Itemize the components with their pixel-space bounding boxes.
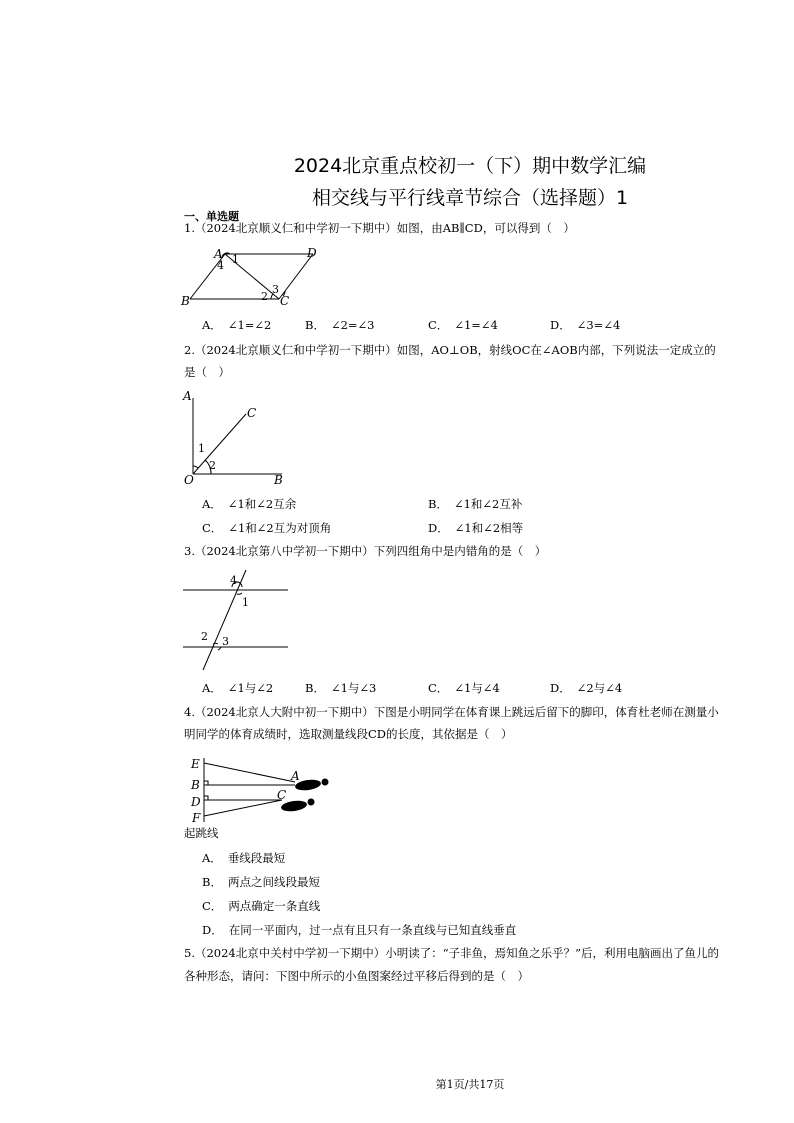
q2-option-b[interactable]: B． ∠1和∠2互补 bbox=[428, 497, 523, 511]
q1-angle-2: 2 bbox=[261, 290, 268, 303]
q3-stem: 3.（2024北京第八中学初一下期中）下列四组角中是内错角的是（ ） bbox=[184, 544, 547, 558]
q1-label-a: A bbox=[214, 247, 223, 261]
q1-angle-3: 3 bbox=[272, 283, 279, 296]
q4-label-f: F bbox=[192, 811, 201, 825]
q4-footprint-icons bbox=[280, 778, 328, 813]
q4-option-a[interactable]: A． 垂线段最短 bbox=[202, 851, 286, 865]
q2-label-b: B bbox=[274, 473, 283, 484]
q1-option-d[interactable]: D． ∠3=∠4 bbox=[550, 318, 621, 332]
q4-line-fc bbox=[204, 800, 282, 816]
q4-label-d: D bbox=[191, 795, 201, 809]
q2-stem-line2: 是（ ） bbox=[184, 365, 230, 379]
q3-angle-3: 3 bbox=[222, 635, 229, 648]
q4-stem-line1: 4.（2024北京人大附中初一下期中）下图是小明同学在体育课上跳远后留下的脚印，体育杜老师在测量小 bbox=[184, 705, 719, 719]
doc-title-line2: 相交线与平行线章节综合（选择题）1 bbox=[311, 187, 629, 209]
q1-option-c[interactable]: C． ∠1=∠4 bbox=[428, 318, 498, 332]
q1-angle-4: 4 bbox=[217, 259, 224, 272]
q5-stem-line2: 各种形态，请问：下图中所示的小鱼图案经过平移后得到的是（ ） bbox=[184, 969, 529, 983]
q1-label-c: C bbox=[280, 294, 290, 308]
q2-option-c[interactable]: C． ∠1和∠2互为对顶角 bbox=[202, 521, 332, 535]
q1-label-b: B bbox=[181, 294, 190, 308]
q4-label-c: C bbox=[277, 788, 287, 802]
q1-stem: 1.（2024北京顺义仁和中学初一下期中）如图，由AB∥CD，可以得到（ ） bbox=[184, 221, 575, 235]
page-number: 第1页/共17页 bbox=[435, 1078, 505, 1091]
q4-line-ea bbox=[204, 763, 295, 782]
q3-option-a[interactable]: A． ∠1与∠2 bbox=[202, 681, 274, 695]
q3-option-c[interactable]: C． ∠1与∠4 bbox=[428, 681, 500, 695]
q1-label-d: D bbox=[307, 246, 317, 260]
q4-label-a: A bbox=[291, 769, 300, 783]
q2-angle-2: 2 bbox=[209, 459, 216, 472]
q3-transversal bbox=[203, 570, 246, 670]
q4-stem-line2: 明同学的体育成绩时，选取测量线段CD的长度，其依据是（ ） bbox=[184, 727, 513, 741]
q2-label-c: C bbox=[247, 406, 257, 420]
q4-option-b[interactable]: B． 两点之间线段最短 bbox=[202, 875, 320, 889]
q4-label-e: E bbox=[191, 757, 200, 771]
q1-option-b[interactable]: B． ∠2=∠3 bbox=[305, 318, 375, 332]
q2-label-o: O bbox=[184, 473, 194, 484]
q3-option-d[interactable]: D． ∠2与∠4 bbox=[550, 681, 623, 695]
q4-figure-caption: 起跳线 bbox=[184, 826, 219, 840]
q4-option-d[interactable]: D． 在同一平面内，过一点有且只有一条直线与已知直线垂直 bbox=[202, 923, 517, 937]
q4-option-c[interactable]: C． 两点确定一条直线 bbox=[202, 899, 321, 913]
q3-angle-1: 1 bbox=[242, 596, 249, 609]
q2-stem-line1: 2.（2024北京顺义仁和中学初一下期中）如图，AO⊥OB，射线OC在∠AOB内部，下列说法一定成立的 bbox=[184, 343, 716, 357]
q3-option-b[interactable]: B． ∠1与∠3 bbox=[305, 681, 377, 695]
q2-label-a: A bbox=[183, 389, 192, 403]
q3-figure bbox=[180, 568, 292, 672]
q3-angle-2: 2 bbox=[201, 630, 208, 643]
q1-line-dc bbox=[279, 254, 313, 299]
q2-option-a[interactable]: A． ∠1和∠2互余 bbox=[202, 497, 297, 511]
q2-option-d[interactable]: D． ∠1和∠2相等 bbox=[428, 521, 524, 535]
q1-option-a[interactable]: A． ∠1=∠2 bbox=[202, 318, 272, 332]
q2-figure bbox=[178, 388, 298, 484]
section-heading: 一、单选题 bbox=[184, 210, 239, 223]
q2-angle-1: 1 bbox=[198, 442, 205, 455]
q3-angle-4: 4 bbox=[230, 574, 237, 587]
q4-label-b: B bbox=[191, 778, 200, 792]
q1-figure bbox=[180, 245, 340, 309]
q4-figure bbox=[182, 752, 342, 828]
q1-angle-1: 1 bbox=[232, 253, 239, 266]
doc-title-line1: 2024北京重点校初一（下）期中数学汇编 bbox=[293, 155, 647, 177]
q5-stem-line1: 5.（2024北京中关村中学初一下期中）小明读了：“子非鱼，焉知鱼之乐乎？”后，利用电脑画出了鱼儿的 bbox=[184, 946, 719, 960]
